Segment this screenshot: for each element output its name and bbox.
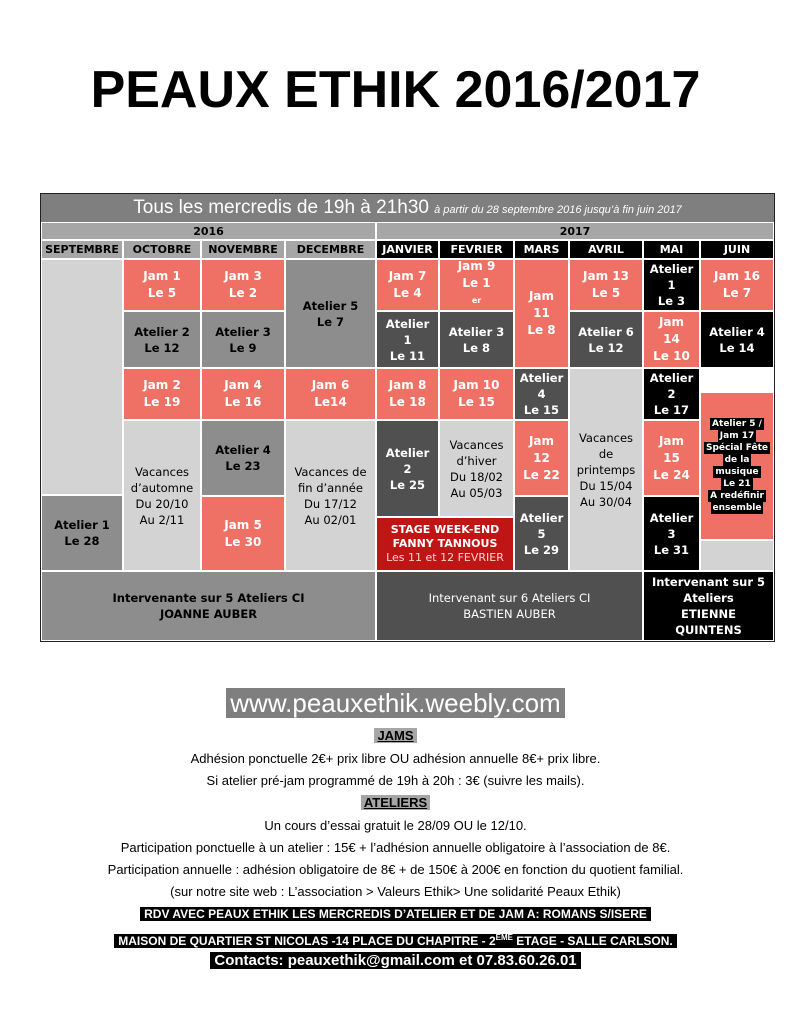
jam11: Jam 11 Le 8 (514, 259, 569, 368)
atelier1-sep: Atelier 1 Le 28 (41, 495, 123, 571)
year-2017: 2017 (376, 222, 774, 240)
jam13: Jam 13 Le 5 (569, 259, 643, 311)
jam15: Jam 15 Le 24 (643, 420, 700, 496)
jams-heading: JAMS (374, 728, 416, 743)
month-header: NOVEMBRE (201, 240, 285, 259)
atelier3-fev: Atelier 3 Le 8 (439, 311, 514, 368)
juin-empty (700, 540, 774, 571)
ateliers-heading-line (0, 794, 791, 812)
juin-white-gap (700, 368, 774, 392)
atelier6-avr: Atelier 6 Le 12 (569, 311, 643, 368)
jam12: Jam 12 Le 22 (514, 420, 569, 496)
jams-line-1: Adhésion ponctuelle 2€+ prix libre OU adhésion annuelle 8€+ prix libre. (190, 751, 601, 766)
address-text: MAISON DE QUARTIER ST NICOLAS -14 PLACE DU CHAPITRE - 2EME ETAGE - SALLE CARLSON. (114, 934, 677, 948)
jam16: Jam 16 Le 7 (700, 259, 774, 311)
month-header: AVRIL (569, 240, 643, 259)
month-header: MARS (514, 240, 569, 259)
atelier5-mars: Atelier 5 Le 29 (514, 496, 569, 571)
ateliers-heading: ATELIERS (361, 795, 430, 810)
schedule-banner (41, 194, 774, 222)
jam4: Jam 4 Le 16 (201, 368, 285, 420)
year-2016: 2016 (41, 222, 376, 240)
contacts-text: Contacts: peauxethik@gmail.com et 07.83.60.26.01 (210, 952, 580, 969)
rdv-line (0, 905, 791, 924)
month-header: FEVRIER (439, 240, 514, 259)
vacances-hiver: Vacances d’hiver Du 18/02 Au 05/03 (439, 420, 514, 517)
month-header: SEPTEMBRE (41, 240, 123, 259)
atelier2-oct: Atelier 2 Le 12 (123, 311, 201, 368)
atelier5-dec: Atelier 5 Le 7 (285, 259, 376, 368)
month-header: JUIN (700, 240, 774, 259)
jam10: Jam 10 Le 15 (439, 368, 514, 420)
atelier4-juin: Atelier 4 Le 14 (700, 311, 774, 368)
banner-main: Tous les mercredis de 19h à 21h30 (133, 197, 429, 218)
jam1: Jam 1 Le 5 (123, 259, 201, 311)
ateliers-line-4: (sur notre site web : L’association > Valeurs Ethik> Une solidarité Peaux Ethik) (170, 884, 621, 899)
jam6: Jam 6 Le14 (285, 368, 376, 420)
vacances-printemps: Vacances de printemps Du 15/04 Au 30/04 (569, 368, 643, 571)
ateliers-line-1: Un cours d’essai gratuit le 28/09 OU le 12/10. (264, 818, 527, 833)
intervenant-bastien: Intervenant sur 6 Ateliers CI BASTIEN AUBER (376, 571, 643, 641)
jam9: Jam 9 Le 1 $^{er}$ (439, 259, 514, 311)
vacances-automne: Vacances d’automne Du 20/10 Au 2/11 (123, 420, 201, 571)
mai-atelier2: Atelier 2 Le 17 (643, 368, 700, 420)
vacances-fin-annee: Vacances de fin d’année Du 17/12 Au 02/01 (285, 420, 376, 571)
jam2: Jam 2 Le 19 (123, 368, 201, 420)
atelier4-nov: Atelier 4 Le 23 (201, 420, 285, 496)
ateliers-line-2: Participation ponctuelle à un atelier : 15€ + l’adhésion annuelle obligatoire à l’association de 8€. (120, 840, 671, 855)
atelier4-mars: Atelier 4 Le 15 (514, 368, 569, 420)
atelier1-jan: Atelier 1 Le 11 (376, 311, 439, 368)
mai-atelier3: Atelier 3 Le 31 (643, 496, 700, 571)
intervenant-etienne: Intervenant sur 5 Ateliers ETIENNE QUINTENS (643, 571, 774, 641)
rdv-text: RDV AVEC PEAUX ETHIK LES MERCREDIS D’ATELIER ET DE JAM A: ROMANS S/ISERE (140, 907, 651, 921)
jam8: Jam 8 Le 18 (376, 368, 439, 420)
ateliers-line-3: Participation annuelle : adhésion obligatoire de 8€ + de 150€ à 200€ en fonction du quotient familial. (107, 862, 684, 877)
mai-atelier1: Atelier 1 Le 3 (643, 259, 700, 311)
september-empty (41, 259, 123, 495)
stage-weekend: STAGE WEEK-END FANNY TANNOUS Les 11 et 12 FEVRIER (376, 517, 514, 571)
month-header: MAI (643, 240, 700, 259)
intervenant-joanne: Intervenante sur 5 Ateliers CI JOANNE AUBER (41, 571, 376, 641)
month-header: JANVIER (376, 240, 439, 259)
contacts-line (0, 950, 791, 972)
website-link[interactable]: www.peauxethik.weebly.com (226, 688, 564, 718)
jam5: Jam 5 Le 30 (201, 496, 285, 571)
website-line (0, 684, 791, 722)
jams-heading-line (0, 727, 791, 745)
atelier3-nov: Atelier 3 Le 9 (201, 311, 285, 368)
page-title: PEAUX ETHIK 2016/2017 (90, 61, 701, 119)
month-header: OCTOBRE (123, 240, 201, 259)
atelier2-jan: Atelier 2 Le 25 (376, 420, 439, 517)
address-line (0, 928, 791, 947)
jam3: Jam 3 Le 2 (201, 259, 285, 311)
jam7: Jam 7 Le 4 (376, 259, 439, 311)
banner-sub: à partir du 28 septembre 2016 jusqu’à fin juin 2017 (434, 204, 682, 216)
juin-special-fete: Atelier 5 / Jam 17 Spécial Fête de la musique Le 21 A redéfinir ensemble (700, 392, 774, 540)
month-header: DECEMBRE (285, 240, 376, 259)
jams-line-2: Si atelier pré-jam programmé de 19h à 20h : 3€ (suivre les mails). (206, 773, 585, 788)
jam14: Jam 14 Le 10 (643, 311, 700, 368)
